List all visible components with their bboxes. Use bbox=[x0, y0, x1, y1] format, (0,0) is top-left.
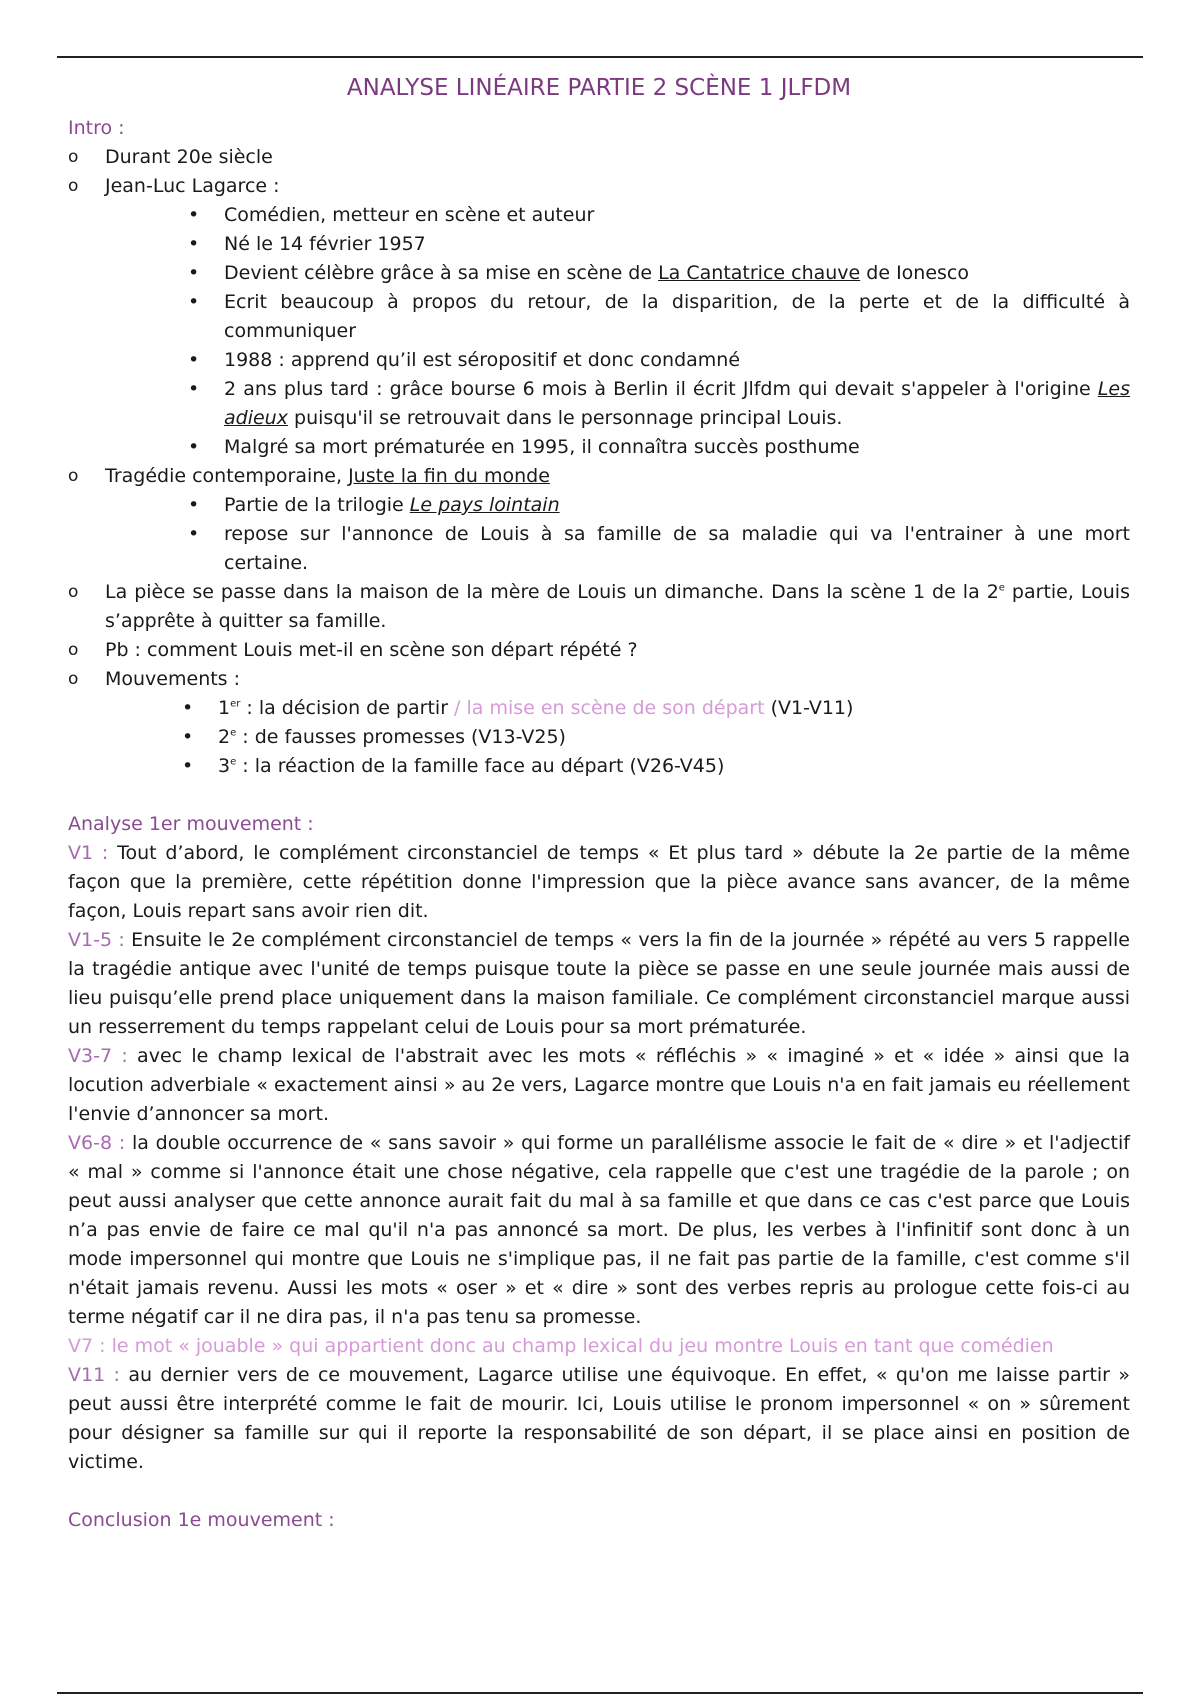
author-fact: • Malgré sa mort prématurée en 1995, il connaîtra succès posthume bbox=[224, 433, 1130, 462]
movement-item: • 3e : la réaction de la famille face au départ (V26-V45) bbox=[218, 752, 1130, 781]
verse-label: V1 : bbox=[68, 842, 109, 864]
author-facts-list bbox=[68, 201, 1130, 462]
genre-fact: • Partie de la trilogie Le pays lointain bbox=[224, 491, 1130, 520]
list-item bbox=[68, 636, 1130, 665]
bullet-marker: o bbox=[68, 640, 79, 660]
movements-list bbox=[68, 694, 1130, 781]
top-rule bbox=[57, 56, 1143, 58]
list-item: o Tragédie contemporaine, Juste la fin du monde bbox=[68, 462, 1130, 491]
document-page bbox=[68, 68, 1130, 1535]
bottom-rule bbox=[57, 1692, 1143, 1694]
verse-label: V3-7 : bbox=[68, 1045, 128, 1067]
intro-setting: La pièce se passe dans la maison de la mère de Louis un dimanche. Dans la scène 1 de la 2e partie, Louis s’apprête à quitter sa famille. bbox=[105, 581, 1130, 632]
verse-label: V1-5 : bbox=[68, 929, 125, 951]
work-title-cantatrice: La Cantatrice chauve bbox=[658, 262, 861, 284]
intro-date: Durant 20e siècle bbox=[105, 146, 273, 168]
analysis-paragraph: V6-8 : la double occurrence de « sans savoir » qui forme un parallélisme associe le fait de « dire » et l'adjectif « mal » comme si l'annonce était une chose négative, cela rappelle que c'est une tragédie de la parole ; on peut aussi analyser que cette annonce aurait fait du mal à sa famille et que dans ce cas c'est parce que Louis n’a pas envie de faire ce mal qu'il n'a pas annoncé sa mort. De plus, les verbes à l'infinitif sont donc à un mode impersonnel qui montre que Louis ne s'implique pas, il ne fait pas partie de la famille, c'est comme s'il n'était jamais revenu. Aussi les mots « oser » et « dire » sont des verbes repris au prologue cette fois-ci au terme négatif car il ne dira pas, il n'a pas tenu sa promesse. bbox=[68, 1132, 1130, 1328]
spacer bbox=[68, 781, 1130, 810]
list-item bbox=[68, 172, 1130, 201]
analysis-heading: Analyse 1er mouvement : bbox=[68, 813, 314, 835]
bullet-marker: o bbox=[68, 147, 79, 167]
author-fact: • Ecrit beaucoup à propos du retour, de la disparition, de la perte et de la difficulté à communiquer bbox=[224, 288, 1130, 346]
bullet-marker: o bbox=[68, 582, 79, 602]
author-fact: • Né le 14 février 1957 bbox=[224, 230, 1130, 259]
work-title-pays-lointain: Le pays lointain bbox=[409, 494, 560, 516]
spacer bbox=[68, 1477, 1130, 1506]
verse-label: V11 : bbox=[68, 1364, 120, 1386]
page-title: ANALYSE LINÉAIRE PARTIE 2 SCÈNE 1 JLFDM bbox=[346, 75, 852, 101]
genre-facts-list bbox=[68, 491, 1130, 578]
intro-movements-label: Mouvements : bbox=[105, 668, 241, 690]
analysis-paragraph: V1-5 : Ensuite le 2e complément circonstanciel de temps « vers la fin de la journée » répété au vers 5 rappelle la tragédie antique avec l'unité de temps puisque toute la pièce se passe en une seule journée mais aussi de lieu puisqu’elle prend place uniquement dans la maison familiale. Ce complément circonstanciel marque aussi un resserrement du temps rappelant celui de Louis pour sa mort prématurée. bbox=[68, 929, 1130, 1038]
list-item bbox=[68, 143, 1130, 172]
author-fact: • 2 ans plus tard : grâce bourse 6 mois à Berlin il écrit Jlfdm qui devait s'appeler à l'origine Les adieux puisqu'il se retrouvait dans le personnage principal Louis. bbox=[224, 375, 1130, 433]
work-title-jlfdm: Juste la fin du monde bbox=[348, 465, 550, 487]
analysis-paragraph-highlight: V7 : le mot « jouable » qui appartient donc au champ lexical du jeu montre Louis en tant que comédien bbox=[68, 1335, 1054, 1357]
intro-author: Jean-Luc Lagarce : bbox=[105, 175, 280, 197]
author-fact: • 1988 : apprend qu’il est séropositif et donc condamné bbox=[224, 346, 1130, 375]
author-fact: • Comédien, metteur en scène et auteur bbox=[224, 201, 1130, 230]
author-fact: • Devient célèbre grâce à sa mise en scène de La Cantatrice chauve de Ionesco bbox=[224, 259, 1130, 288]
bullet-marker: o bbox=[68, 669, 79, 689]
intro-heading: Intro : bbox=[68, 117, 125, 139]
verse-label: V6-8 : bbox=[68, 1132, 126, 1154]
conclusion-heading: Conclusion 1e mouvement : bbox=[68, 1509, 335, 1531]
bullet-marker: o bbox=[68, 176, 79, 196]
movement-item: • 1er : la décision de partir / la mise en scène de son départ (V1-V11) bbox=[218, 694, 1130, 723]
analysis-paragraph: V11 : au dernier vers de ce mouvement, Lagarce utilise une équivoque. En effet, « qu'on me laisse partir » peut aussi être interprété comme le fait de mourir. Ici, Louis utilise le pronom impersonnel « on » sûrement pour désigner sa famille sur qui il reporte la responsabilité de son départ, il se place ainsi en position de victime. bbox=[68, 1364, 1130, 1473]
movement-item: • 2e : de fausses promesses (V13-V25) bbox=[218, 723, 1130, 752]
work-title-adieux: Les adieux bbox=[224, 378, 1130, 429]
genre-fact: • repose sur l'annonce de Louis à sa famille de sa maladie qui va l'entrainer à une mort certaine. bbox=[224, 520, 1130, 578]
list-item bbox=[68, 578, 1130, 636]
analysis-paragraph: V1 : Tout d’abord, le complément circonstanciel de temps « Et plus tard » débute la 2e partie de la même façon que la première, cette répétition donne l'impression que la pièce avance sans avancer, de la même façon, Louis repart sans avoir rien dit. bbox=[68, 842, 1130, 922]
bullet-marker: o bbox=[68, 466, 79, 486]
intro-problem: Pb : comment Louis met-il en scène son départ répété ? bbox=[105, 639, 638, 661]
analysis-paragraph: V3-7 : avec le champ lexical de l'abstrait avec les mots « réfléchis » « imaginé » et « idée » ainsi que la locution adverbiale « exactement ainsi » au 2e vers, Lagarce montre que Louis n'a en fait jamais eu réellement l'envie d’annoncer sa mort. bbox=[68, 1045, 1130, 1125]
list-item bbox=[68, 665, 1130, 694]
